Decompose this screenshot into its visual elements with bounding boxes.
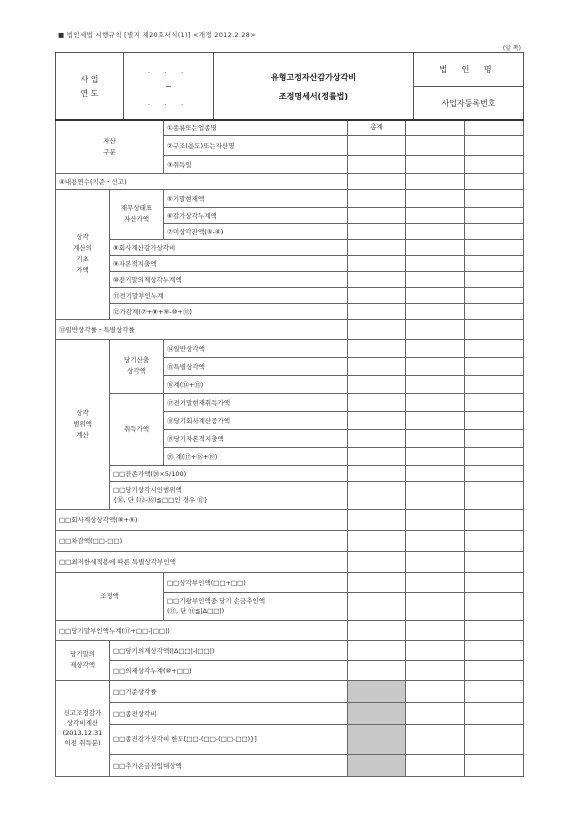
cell-9a[interactable] (406, 255, 465, 271)
cell-31a[interactable] (406, 680, 465, 702)
cell-13b[interactable] (465, 319, 524, 339)
cell-13a[interactable] (406, 319, 465, 339)
title-line-1: 유형고정자산감가상각비 (270, 72, 356, 82)
cell-16a[interactable] (406, 375, 465, 393)
cell-34a[interactable] (406, 754, 465, 776)
title-line-2: 조정명세서(정률법) (278, 91, 349, 101)
cell-9-total[interactable] (348, 255, 406, 271)
cell-14b[interactable] (465, 339, 524, 357)
row-11-label: ⑪전기말부인누계 (110, 287, 348, 303)
cell-30a[interactable] (406, 660, 465, 680)
cell-23b[interactable] (465, 509, 524, 530)
current-output-label: 당기산출 상각액 (110, 339, 164, 393)
row-27-label-line1: □□기왕부인액중 당기 손금추인액 (167, 597, 266, 605)
business-year-label: 사 업 연 도 (56, 53, 124, 121)
range-calc-label: 상각 범위액 계산 (56, 339, 110, 509)
cell-12-total[interactable] (348, 303, 406, 319)
cell-10b[interactable] (465, 271, 524, 287)
cell-19b[interactable] (465, 429, 524, 447)
row-13-label: ⑬일반상각률・특별상각률 (56, 319, 348, 339)
cell-16b[interactable] (465, 375, 524, 393)
cell-4b[interactable] (465, 173, 524, 189)
cell-7a[interactable] (406, 223, 465, 239)
cell-2b[interactable] (465, 135, 524, 155)
row-24-label: □□차감액(□□-□□) (56, 530, 348, 551)
cell-25b[interactable] (465, 551, 524, 572)
cell-18a[interactable] (406, 411, 465, 429)
form-reference: ■ 법인세법 시행규칙 [별지 제20호서식(1)] <개정 2012.2.28> (58, 31, 256, 39)
cell-26-total[interactable] (348, 572, 406, 592)
cell-10a[interactable] (406, 271, 465, 287)
cell-30b[interactable] (465, 660, 524, 680)
cell-20b[interactable] (465, 447, 524, 465)
row-14-label: ⑭일반상각액 (164, 339, 348, 357)
cell-11a[interactable] (406, 287, 465, 303)
cell-9b[interactable] (465, 255, 524, 271)
cell-22-total[interactable] (348, 481, 406, 509)
cell-32a[interactable] (406, 702, 465, 724)
fs-value-label: 재무상태표 자산가액 (110, 189, 164, 239)
row-22-label (110, 481, 348, 509)
cell-20a[interactable] (406, 447, 465, 465)
cell-19a[interactable] (406, 429, 465, 447)
cell-22a[interactable] (406, 481, 465, 509)
form-header-table (55, 52, 524, 121)
cell-6b[interactable] (465, 207, 524, 223)
cell-26a[interactable] (406, 572, 465, 592)
row-30-label: □□의제상각누계(⑩+□□) (110, 660, 348, 680)
cell-15-total[interactable] (348, 357, 406, 375)
row-26-label: □□상각부인액(□□+□□) (164, 572, 348, 592)
cell-29a[interactable] (406, 640, 465, 660)
cell-5-total[interactable] (348, 189, 406, 207)
cell-11b[interactable] (465, 287, 524, 303)
row-4-label: ④내용연수(기준・신고) (56, 173, 348, 189)
row-21-label: □□잔존가액(⑳×5/100) (110, 465, 348, 481)
row-20-label: ⑳ 계(⑰+⑱+⑲) (164, 447, 348, 465)
cell-28-total[interactable] (348, 620, 406, 640)
row-28-label: □□당기말부인액누계(⑪+□□-|□□|) (56, 620, 348, 640)
row-2-label: ②구조(용도)또는자산명 (164, 135, 348, 155)
cell-21a[interactable] (406, 465, 465, 481)
row-16-label: ⑯계(⑭+⑮) (164, 375, 348, 393)
cell-8a[interactable] (406, 239, 465, 255)
cell-3b[interactable] (465, 155, 524, 173)
row-18-label: ⑱당기회사계산증가액 (164, 411, 348, 429)
row-6-label: ⑥감가상각누계액 (164, 207, 348, 223)
form-title (214, 53, 414, 121)
cell-8-total[interactable] (348, 239, 406, 255)
cell-7b[interactable] (465, 223, 524, 239)
acq-value-label: 취득가액 (110, 393, 164, 465)
cell-16-total[interactable] (348, 375, 406, 393)
cell-32-total (348, 702, 406, 724)
row-29-label: □□당기의제상각액(|Δ□□|-|□□|) (110, 640, 348, 660)
adjust-label: 조정액 (56, 572, 164, 620)
year-end-dots: . . . (147, 98, 190, 107)
cell-15a[interactable] (406, 357, 465, 375)
cell-33b[interactable] (465, 724, 524, 754)
cell-25a[interactable] (406, 551, 465, 572)
cell-27a[interactable] (406, 592, 465, 620)
cell-15b[interactable] (465, 357, 524, 375)
cell-27b[interactable] (465, 592, 524, 620)
page-side-note: (앞 쪽) (502, 45, 521, 52)
row-9-label: ⑨자본적지출액 (110, 255, 348, 271)
asset-group-label: 자산 구분 (56, 120, 164, 173)
cell-26b[interactable] (465, 572, 524, 592)
cell-8b[interactable] (465, 239, 524, 255)
cell-17-total[interactable] (348, 393, 406, 411)
cell-12a[interactable] (406, 303, 465, 319)
year-start-dots: . . . (147, 66, 190, 75)
cell-29b[interactable] (465, 640, 524, 660)
cell-25-total[interactable] (348, 551, 406, 572)
row-22-label-line1: □□당기상각시인범위액 (113, 486, 182, 494)
cell-14-total[interactable] (348, 339, 406, 357)
cell-33-total (348, 724, 406, 754)
cell-27-total[interactable] (348, 592, 406, 620)
row-7-label: ⑦미상각잔액(⑤-⑥) (164, 223, 348, 239)
cell-2-total[interactable] (348, 135, 406, 155)
cell-10-total[interactable] (348, 271, 406, 287)
cell-5b[interactable] (465, 189, 524, 207)
cell-21b[interactable] (465, 465, 524, 481)
report-adjust-label: 신고조정감가 상각비계산 (2013.12.31 이전 취득분) (56, 680, 110, 776)
cell-4-total[interactable] (348, 173, 406, 189)
cell-28a[interactable] (406, 620, 465, 640)
cell-31b[interactable] (465, 680, 524, 702)
cell-19-total[interactable] (348, 429, 406, 447)
cell-23-total[interactable] (348, 509, 406, 530)
row-22-label-line2: {⑯, 단 (⑫-⑯)≦□□인 경우 ⑫} (113, 496, 208, 504)
total-header: 총계 (348, 120, 406, 135)
cell-12b[interactable] (465, 303, 524, 319)
row-12-label: ⑫가감계(⑦+⑧+⑨-⑩+⑪) (110, 303, 348, 319)
row-25-label: □□최저한세적용에 따른 특별상각부인액 (56, 551, 348, 572)
row-27-label (164, 592, 348, 620)
row-17-label: ⑰전기말현재취득가액 (164, 393, 348, 411)
cell-2a[interactable] (406, 135, 465, 155)
row-5-label: ⑤기말현재액 (164, 189, 348, 207)
cell-11-total[interactable] (348, 287, 406, 303)
cell-31-total (348, 680, 406, 702)
cell-34b[interactable] (465, 754, 524, 776)
cell-24b[interactable] (465, 530, 524, 551)
cell-7-total[interactable] (348, 223, 406, 239)
row-8-label: ⑧회사계산감가상각비 (110, 239, 348, 255)
cell-23a[interactable] (406, 509, 465, 530)
cell-24a[interactable] (406, 530, 465, 551)
row-33-label: □□종전감가상각비 한도[□□-(□□-(□□-□□)}] (110, 724, 348, 754)
cell-24-total[interactable] (348, 530, 406, 551)
period-tilde: ~ (165, 81, 172, 91)
cell-1a[interactable] (406, 120, 465, 135)
row-10-label: ⑩전기말의제상각누계액 (110, 271, 348, 287)
cell-13-total[interactable] (348, 319, 406, 339)
cell-3a[interactable] (406, 155, 465, 173)
cell-29-total[interactable] (348, 640, 406, 660)
corp-name-label: 법 인 명 (414, 53, 524, 87)
row-19-label: ⑲당기자본적지출액 (164, 429, 348, 447)
cell-6-total[interactable] (348, 207, 406, 223)
row-23-label: □□회사계상상각액(⑧+⑨) (56, 509, 348, 530)
cell-32b[interactable] (465, 702, 524, 724)
cell-18b[interactable] (465, 411, 524, 429)
cell-22b[interactable] (465, 481, 524, 509)
cell-18-total[interactable] (348, 411, 406, 429)
cell-20-total[interactable] (348, 447, 406, 465)
row-1-label: ①종류또는업종명 (164, 120, 348, 135)
row-31-label: □□기준상각률 (110, 680, 348, 702)
cell-28b[interactable] (465, 620, 524, 640)
row-3-label: ③취득일 (164, 155, 348, 173)
row-15-label: ⑮특별상각액 (164, 357, 348, 375)
biz-reg-no-label: 사업자등록번호 (414, 87, 524, 121)
cell-1b[interactable] (465, 120, 524, 135)
cell-3-total[interactable] (348, 155, 406, 173)
cell-4a[interactable] (406, 173, 465, 189)
row-27-label-line2: (⑪, 단 ⑪≦|Δ□□|) (167, 607, 225, 615)
cell-33a[interactable] (406, 724, 465, 754)
cell-34-total (348, 754, 406, 776)
cell-5a[interactable] (406, 189, 465, 207)
deemed-end-label: 당기말의 제상각액 (56, 640, 110, 680)
depreciation-table (55, 119, 524, 777)
calc-basis-label: 상각 계산의 기초 가액 (56, 189, 110, 319)
cell-14a[interactable] (406, 339, 465, 357)
cell-30-total[interactable] (348, 660, 406, 680)
cell-17b[interactable] (465, 393, 524, 411)
row-34-label: □□추가손금산입대상액 (110, 754, 348, 776)
cell-6a[interactable] (406, 207, 465, 223)
cell-17a[interactable] (406, 393, 465, 411)
cell-21-total[interactable] (348, 465, 406, 481)
row-32-label: □□종전상각비 (110, 702, 348, 724)
business-year-period[interactable] (124, 53, 214, 121)
